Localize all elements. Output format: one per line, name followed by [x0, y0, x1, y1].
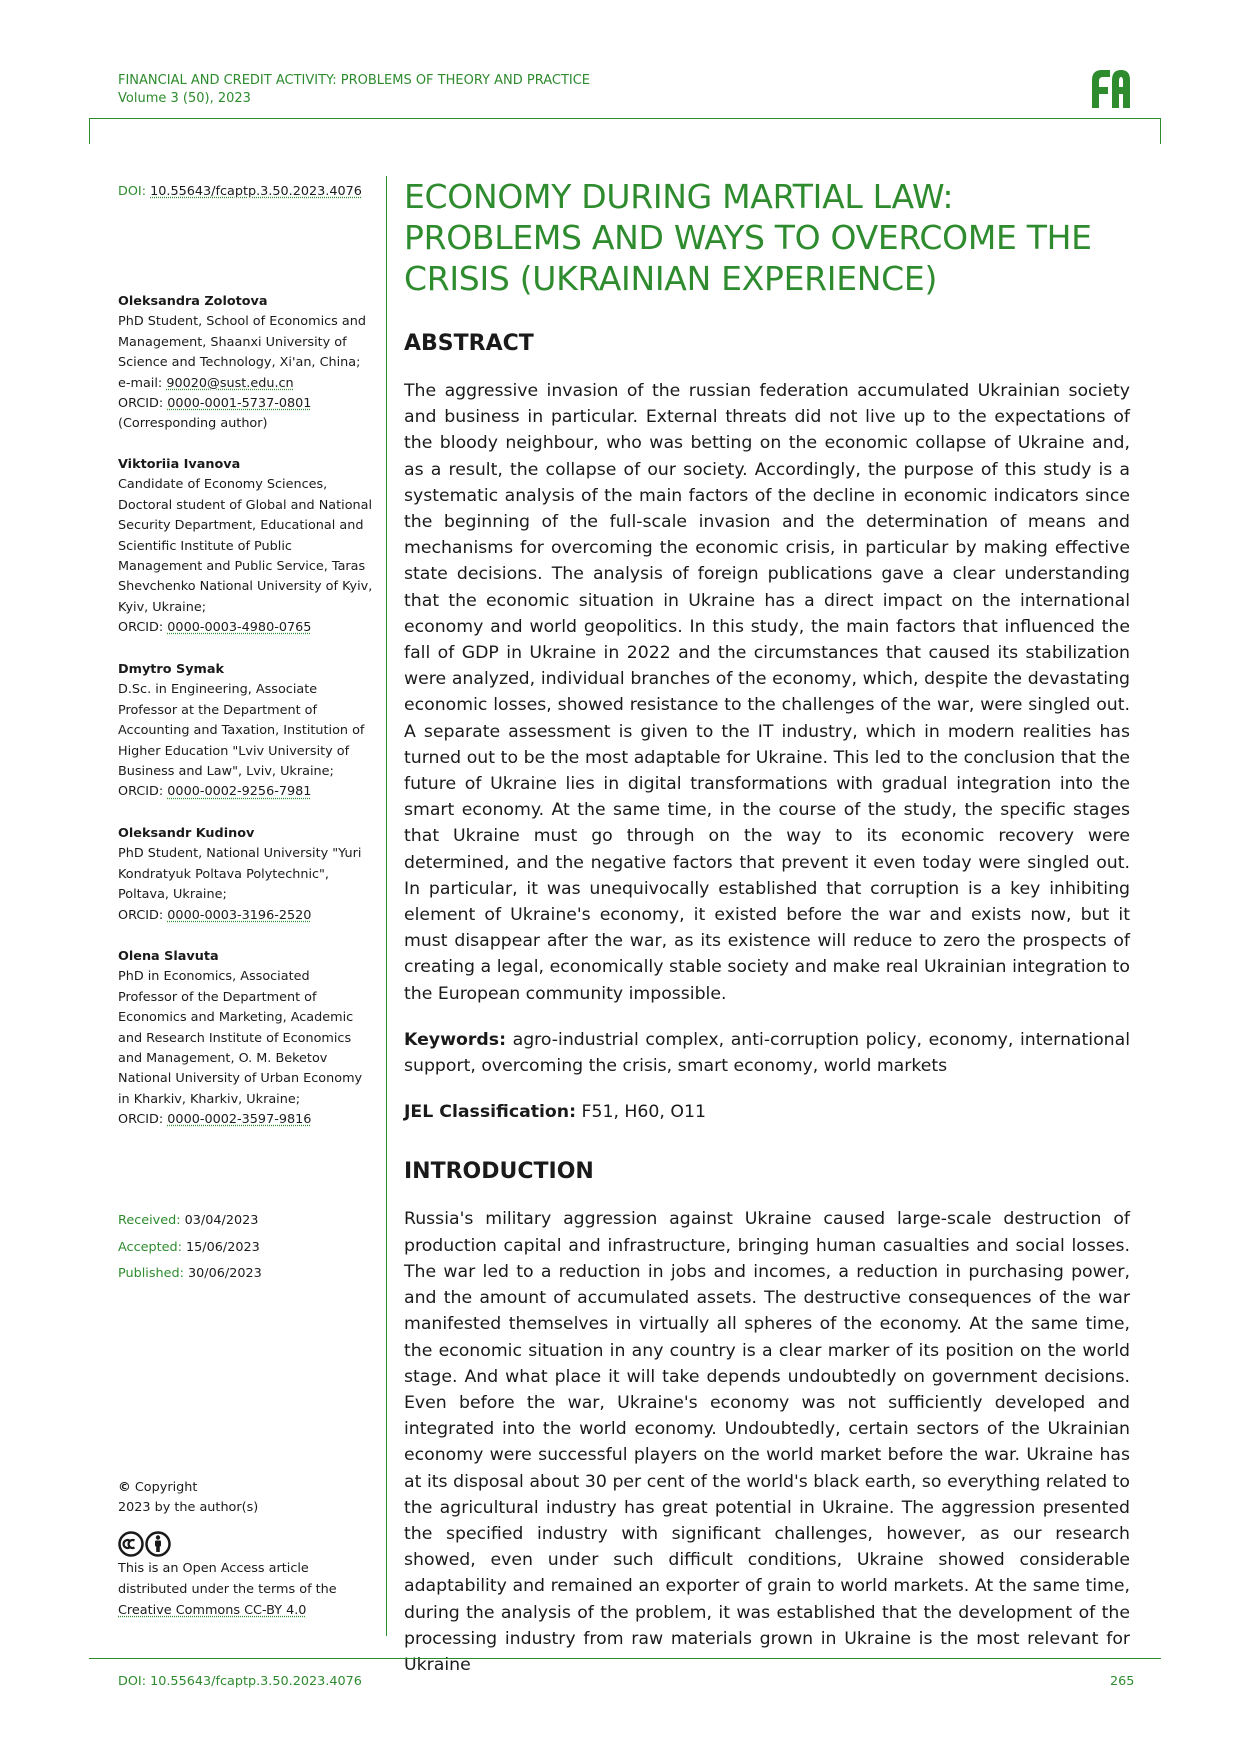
- doi-link[interactable]: 10.55643/fcaptp.3.50.2023.4076: [150, 184, 362, 199]
- author-affiliation: Doctoral student of Global and National: [118, 497, 373, 513]
- date-label: Received:: [118, 1213, 181, 1228]
- email-link[interactable]: 90020@sust.edu.cn: [166, 375, 294, 391]
- author-affiliation: PhD Student, School of Economics and: [118, 314, 366, 330]
- author-orcid: [118, 782, 382, 802]
- orcid-label: ORCID:: [118, 1112, 164, 1128]
- article-title: ECONOMY DURING MARTIAL LAW: PROBLEMS AND WAYS TO OVERCOME THE CRISIS (UKRAINIAN EXPERIENCE): [404, 177, 1092, 298]
- author-name: Viktoriia Ivanova: [118, 457, 241, 472]
- author-affiliation: Scientific Institute of Public: [118, 538, 292, 554]
- author-orcid: [118, 394, 382, 414]
- date-accepted: [118, 1235, 262, 1262]
- orcid-link[interactable]: 0000-0003-3196-2520: [167, 907, 312, 923]
- author-block: [118, 947, 382, 1131]
- journal-name: FINANCIAL AND CREDIT ACTIVITY: PROBLEMS OF THEORY AND PRACTICE: [118, 73, 591, 88]
- footer-doi: DOI: 10.55643/fcaptp.3.50.2023.4076: [118, 1674, 362, 1689]
- orcid-label: ORCID:: [118, 907, 164, 923]
- author-orcid: [118, 618, 382, 638]
- sidebar-doi: [118, 182, 362, 202]
- author-affiliation: Security Department, Educational and: [118, 518, 364, 534]
- license-link[interactable]: Creative Commons CC-BY 4.0: [118, 1603, 307, 1618]
- orcid-link[interactable]: 0000-0002-9256-7981: [167, 784, 312, 800]
- cc-by-icon: [118, 1530, 178, 1558]
- email-label: e-mail:: [118, 375, 163, 391]
- journal-logo-icon: [1090, 68, 1132, 110]
- author-orcid: [118, 906, 382, 926]
- copyright-line: Copyright: [134, 1480, 198, 1495]
- author-affiliation: Science and Technology, Xi'an, China;: [118, 355, 361, 371]
- author-block: [118, 660, 382, 803]
- open-access-line: distributed under the terms of the: [118, 1582, 337, 1597]
- author-affiliation: and Research Institute of Economics: [118, 1030, 352, 1046]
- article-dates: [118, 1208, 262, 1288]
- author-block: [118, 292, 382, 435]
- keywords-label: Keywords:: [404, 1029, 506, 1050]
- author-affiliation: PhD in Economics, Associated: [118, 969, 310, 985]
- author-affiliation: in Kharkiv, Kharkiv, Ukraine;: [118, 1091, 301, 1107]
- date-value: 03/04/2023: [184, 1213, 259, 1228]
- author-affiliation: Business and Law", Lviv, Ukraine;: [118, 764, 334, 780]
- author-affiliation: Higher Education "Lviv University of: [118, 743, 350, 759]
- author-name: Olena Slavuta: [118, 949, 219, 964]
- copyright-line: 2023 by the author(s): [118, 1500, 259, 1516]
- jel-classification: [404, 1099, 1130, 1125]
- introduction-heading: INTRODUCTION: [404, 1159, 594, 1185]
- main-column: [404, 176, 1130, 1678]
- author-affiliation: Professor at the Department of: [118, 702, 318, 718]
- orcid-label: ORCID:: [118, 396, 164, 412]
- copyright-notice: [118, 1478, 382, 1519]
- author-affiliation: Management and Public Service, Taras: [118, 559, 366, 575]
- jel-value: F51, H60, O11: [581, 1102, 706, 1123]
- date-label: Accepted:: [118, 1239, 182, 1255]
- open-access-notice: [118, 1558, 382, 1621]
- doi-label: DOI:: [118, 184, 147, 199]
- author-note: (Corresponding author): [118, 416, 268, 432]
- author-affiliation: and Management, O. M. Beketov: [118, 1051, 328, 1067]
- orcid-link[interactable]: 0000-0002-3597-9816: [167, 1112, 312, 1128]
- author-affiliation: D.Sc. in Engineering, Associate: [118, 682, 318, 698]
- page-number: 265: [1110, 1674, 1135, 1689]
- author-affiliation: Kondratyuk Poltava Polytechnic",: [118, 866, 329, 882]
- orcid-link[interactable]: 0000-0003-4980-0765: [167, 620, 312, 636]
- license-icons: [118, 1530, 178, 1560]
- column-divider: [386, 176, 387, 1636]
- keywords-value: agro-industrial complex, anti-corruption policy, economy, international support, overcoming the crisis, smart economy, world markets: [404, 1029, 1131, 1077]
- header-rule: [89, 118, 1161, 144]
- date-received: [118, 1208, 262, 1235]
- open-access-line: This is an Open Access article: [118, 1561, 309, 1576]
- orcid-label: ORCID:: [118, 784, 164, 800]
- journal-volume: Volume 3 (50), 2023: [118, 91, 251, 106]
- author-affiliation: Management, Shaanxi University of: [118, 334, 347, 350]
- author-name: Oleksandr Kudinov: [118, 826, 255, 841]
- date-published: [118, 1261, 262, 1288]
- jel-label: JEL Classification:: [404, 1102, 577, 1123]
- author-affiliation: Candidate of Economy Sciences,: [118, 477, 328, 493]
- author-affiliation: Professor of the Department of: [118, 989, 317, 1005]
- footer-rule: [89, 1658, 1161, 1659]
- author-email: [118, 374, 382, 394]
- author-affiliation: Kyiv, Ukraine;: [118, 599, 207, 615]
- author-affiliation: Economics and Marketing, Academic: [118, 1010, 354, 1026]
- author-block: [118, 824, 382, 926]
- author-name: Dmytro Symak: [118, 662, 225, 677]
- abstract-text: The aggressive invasion of the russian federation accumulated Ukrainian society and business in particular. External threats did not live up to the expectations of the bloody neighbour, who was betting on the economic collapse of Ukraine and, as a result, the collapse of our society. Accordingly, the purpose of this study is a systematic analysis of the main factors of the decline in economic indicators since the beginning of the full-scale invasion and the determination of means and mechanisms for overcoming the economic crisis, in particular by making effective state decisions. The analysis of foreign publications gave a clear understanding that the economic situation in Ukraine has a direct impact on the international economy and world geopolitics. In this study, the main factors that influenced the fall of GDP in Ukraine in 2022 and the circumstances that caused its stabilization were analyzed, individual branches of the economy, which, despite the devastating economic losses, showed resistance to the challenges of the war, were singled out. A separate assessment is given to the IT industry, which in modern realities has turned out to be the most adaptable for Ukraine. This led to the conclusion that the future of Ukraine lies in digital transformations with gradual integration into the smart economy. At the same time, in the course of the study, the specific stages that Ukraine must go through on the way to its economic recovery were determined, and the negative factors that prevent it even today were singled out. In particular, it was unequivocally established that corruption is a key inhibiting element of Ukraine's economy, it existed before the war and exists now, but it must disappear after the war, as its existence will reduce to zero the prospects of creating a legal, economically stable society and make real Ukrainian integration to the European community impossible.: [404, 381, 1130, 1004]
- date-value: 15/06/2023: [186, 1239, 260, 1255]
- date-value: 30/06/2023: [188, 1266, 262, 1281]
- author-affiliation: Shevchenko National University of Kyiv,: [118, 579, 373, 595]
- abstract-heading: ABSTRACT: [404, 331, 534, 356]
- author-affiliation: National University of Urban Economy: [118, 1071, 363, 1087]
- author-affiliation: PhD Student, National University "Yuri: [118, 846, 362, 862]
- author-affiliation: Poltava, Ukraine;: [118, 887, 227, 903]
- author-affiliation: Accounting and Taxation, Institution of: [118, 723, 365, 739]
- copyright-icon: ©: [118, 1480, 131, 1495]
- journal-header: [118, 72, 590, 108]
- orcid-label: ORCID:: [118, 620, 164, 636]
- author-name: Oleksandra Zolotova: [118, 294, 268, 309]
- introduction-text: Russia's military aggression against Ukraine caused large-scale destruction of production capital and infrastructure, bringing human casualties and social losses. The war led to a reduction in jobs and incomes, a reduction in purchasing power, and the amount of accumulated assets. The destructive consequences of the war manifested themselves in virtually all spheres of the economy. At the same time, the economic situation in any country is a clear marker of its position on the world stage. And what place it will take depends undoubtedly on government decisions. Even before the war, Ukraine's economy was not sufficiently developed and integrated into the world economy. Undoubtedly, certain sectors of the Ukrainian economy were successful players on the world market before the war. Ukraine has at its disposal about 30 per cent of the world's black earth, so everything related to the agricultural industry has great potential in Ukraine. The aggression presented the specified industry with significant challenges, however, as our research showed, even under such difficult conditions, Ukraine showed considerable adaptability and remained an exporter of grain to world markets. At the same time, during the analysis of the problem, it was established that the development of the processing industry from raw materials grown in Ukraine is the most relevant for Ukraine: [404, 1209, 1130, 1675]
- author-orcid: [118, 1110, 382, 1130]
- keywords: [404, 1027, 1130, 1079]
- author-block: [118, 455, 382, 639]
- date-label: Published:: [118, 1266, 184, 1281]
- orcid-link[interactable]: 0000-0001-5737-0801: [167, 396, 312, 412]
